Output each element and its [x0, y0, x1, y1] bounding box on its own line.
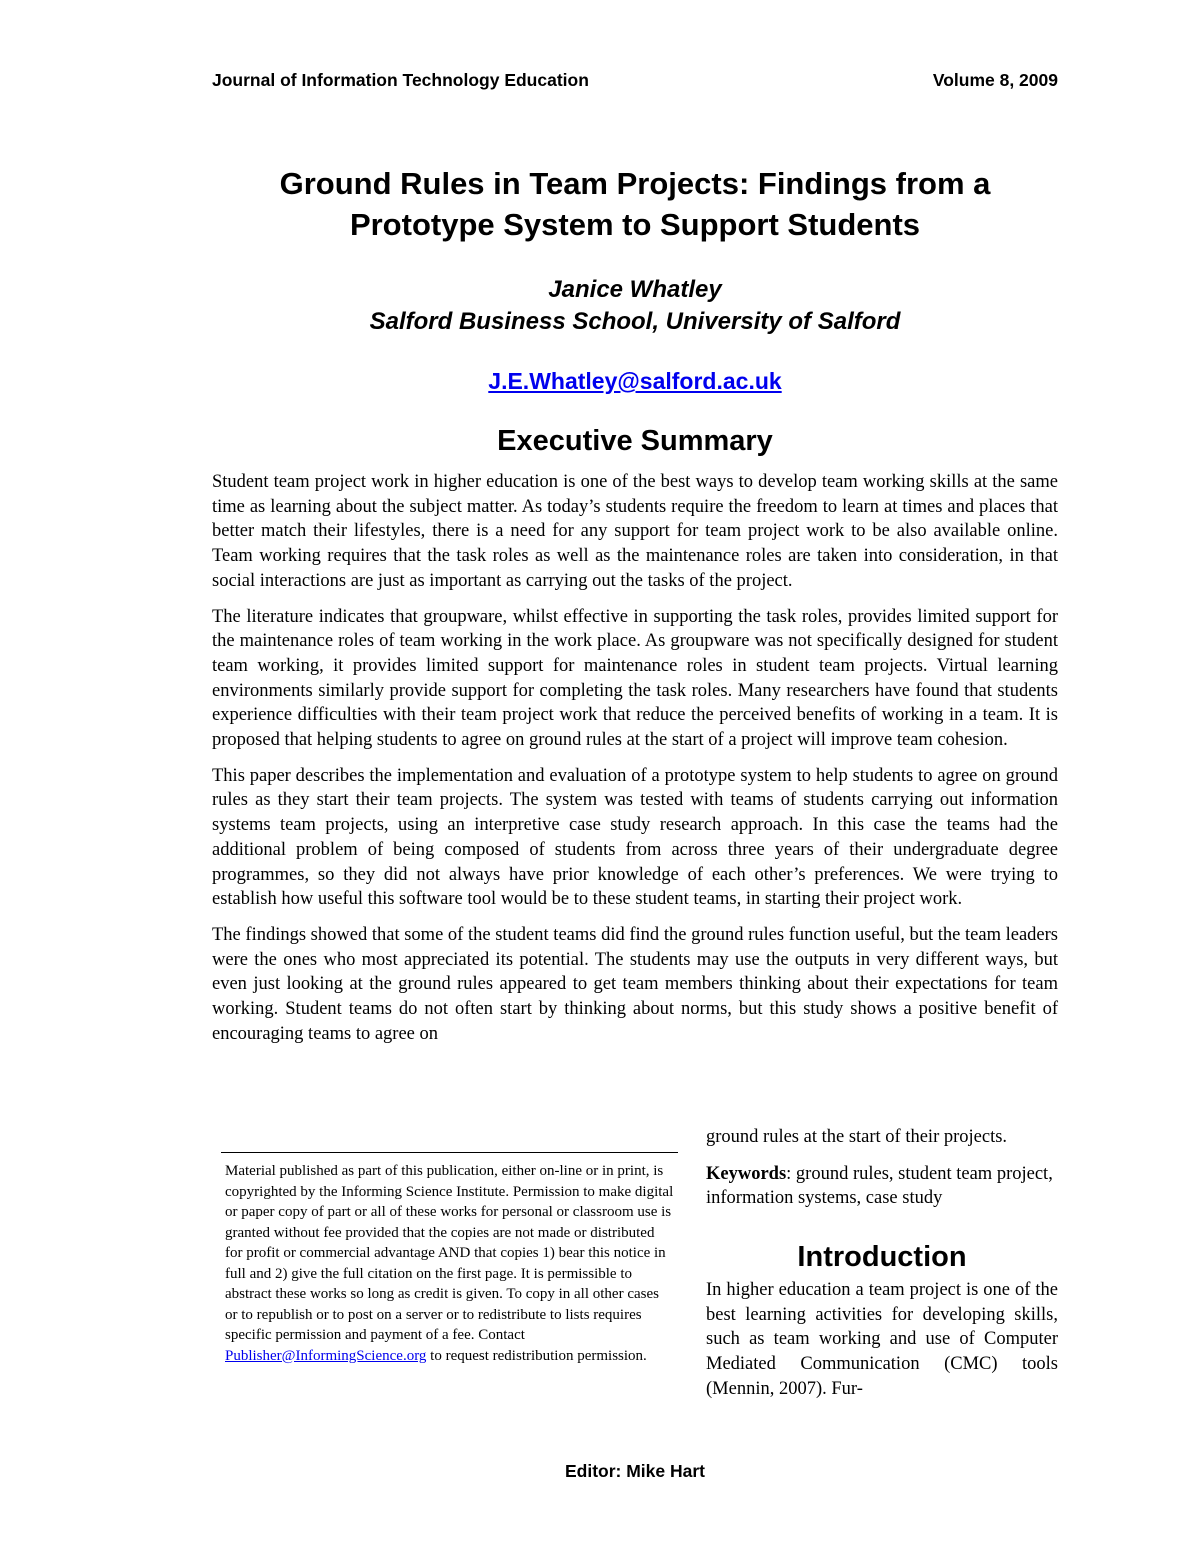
keywords-label: Keywords — [706, 1163, 787, 1184]
author-block — [150, 274, 1120, 338]
author-email — [150, 368, 1120, 395]
footnote-divider — [221, 1152, 678, 1153]
paper-title-line-2: Prototype System to Support Students — [349, 207, 921, 242]
keywords — [706, 1162, 1058, 1211]
paper-title — [150, 163, 1120, 245]
author-affiliation: Salford Business School, University of Salford — [369, 308, 901, 335]
summary-paragraph-1: Student team project work in higher education is one of the best ways to develop team working skills at the same time as learning about the subject matter. As today’s students require the freedom to learn at times and places that better match their lifestyles, there is a need for any support for team project work to be also available online. Team working requires that the task roles as well as the maintenance roles are taken into consideration, in that social interactions are just as important as carrying out the tasks of the project. — [212, 472, 1058, 591]
running-header — [212, 70, 1058, 91]
summary-paragraph-3: This paper describes the implementation and evaluation of a prototype system to help students to agree on ground rules as they start their team projects. The system was tested with teams of students carrying out information systems team projects, using an interpretive case study research approach. In this case the teams had the additional problem of being composed of students from across three years of their undergraduate degree programmes, so they did not always have prior knowledge of each other’s preferences. We were trying to establish how useful this software tool would be to these student teams, in starting their project work. — [212, 765, 1058, 910]
copyright-text: Material published as part of this publication, either on-line or in print, is copyrighted by the Informing Science Institute. Permission to make digital or paper copy of part or all of these works for personal or classroom use is granted without fee provided that the copies are not made or distributed for profit or commercial advantage AND that copies 1) bear this notice in full and 2) give the full citation on the first page. It is permissible to abstract these works so long as credit is given. To copy in all other cases or to republish or to post on a server or to redistribute to lists requires specific permission and payment of a fee. Contact — [225, 1163, 674, 1343]
executive-summary-body — [212, 470, 1058, 1057]
journal-name: Journal of Information Technology Education — [212, 70, 589, 90]
summary-paragraph-2: The literature indicates that groupware, whilst effective in supporting the task roles, provides limited support for the maintenance roles of team working in the work place. As groupware was not specifically designed for student team working, it provides limited support for maintenance roles in student team projects. Virtual learning environments similarly provide support for completing the task roles. Many researchers have found that students experience difficulties with their team project work that reduce the perceived benefits of working in a team. It is proposed that helping students to agree on ground rules at the start of a project will improve team cohesion. — [212, 606, 1058, 751]
editor-credit: Editor: Mike Hart — [564, 1461, 706, 1481]
author-email-link[interactable]: J.E.Whatley@salford.ac.uk — [488, 368, 782, 394]
paper-title-line-1: Ground Rules in Team Projects: Findings from a — [279, 166, 991, 201]
executive-summary-heading: Executive Summary — [497, 425, 773, 457]
right-column — [706, 1125, 1058, 1401]
summary-continuation: ground rules at the start of their projects. — [706, 1127, 1008, 1147]
introduction-heading: Introduction — [797, 1241, 967, 1274]
volume-year: Volume 8, 2009 — [932, 70, 1058, 90]
summary-paragraph-4: The findings showed that some of the student teams did find the ground rules function useful, but the team leaders were the ones who most appreciated its potential. The students may use the outputs in very different ways, but even just looking at the ground rules appeared to get team members thinking about their expectations for team working. Student teams do not often start by thinking about norms, but this study shows a positive benefit of encouraging teams to agree on — [212, 924, 1058, 1044]
keywords-text: : ground rules, student team project, information systems, case study — [706, 1163, 1053, 1209]
publisher-email-link[interactable]: Publisher@InformingScience.org — [225, 1347, 427, 1364]
copyright-notice — [225, 1161, 675, 1366]
copyright-text-end: to request redistribution permission. — [426, 1347, 647, 1364]
author-name: Janice Whatley — [548, 276, 722, 303]
introduction-text: In higher education a team project is one of the best learning activities for developing skills, such as team working and use of Computer Mediated Communication (CMC) tools (Mennin, 2007). Fur- — [706, 1279, 1058, 1399]
